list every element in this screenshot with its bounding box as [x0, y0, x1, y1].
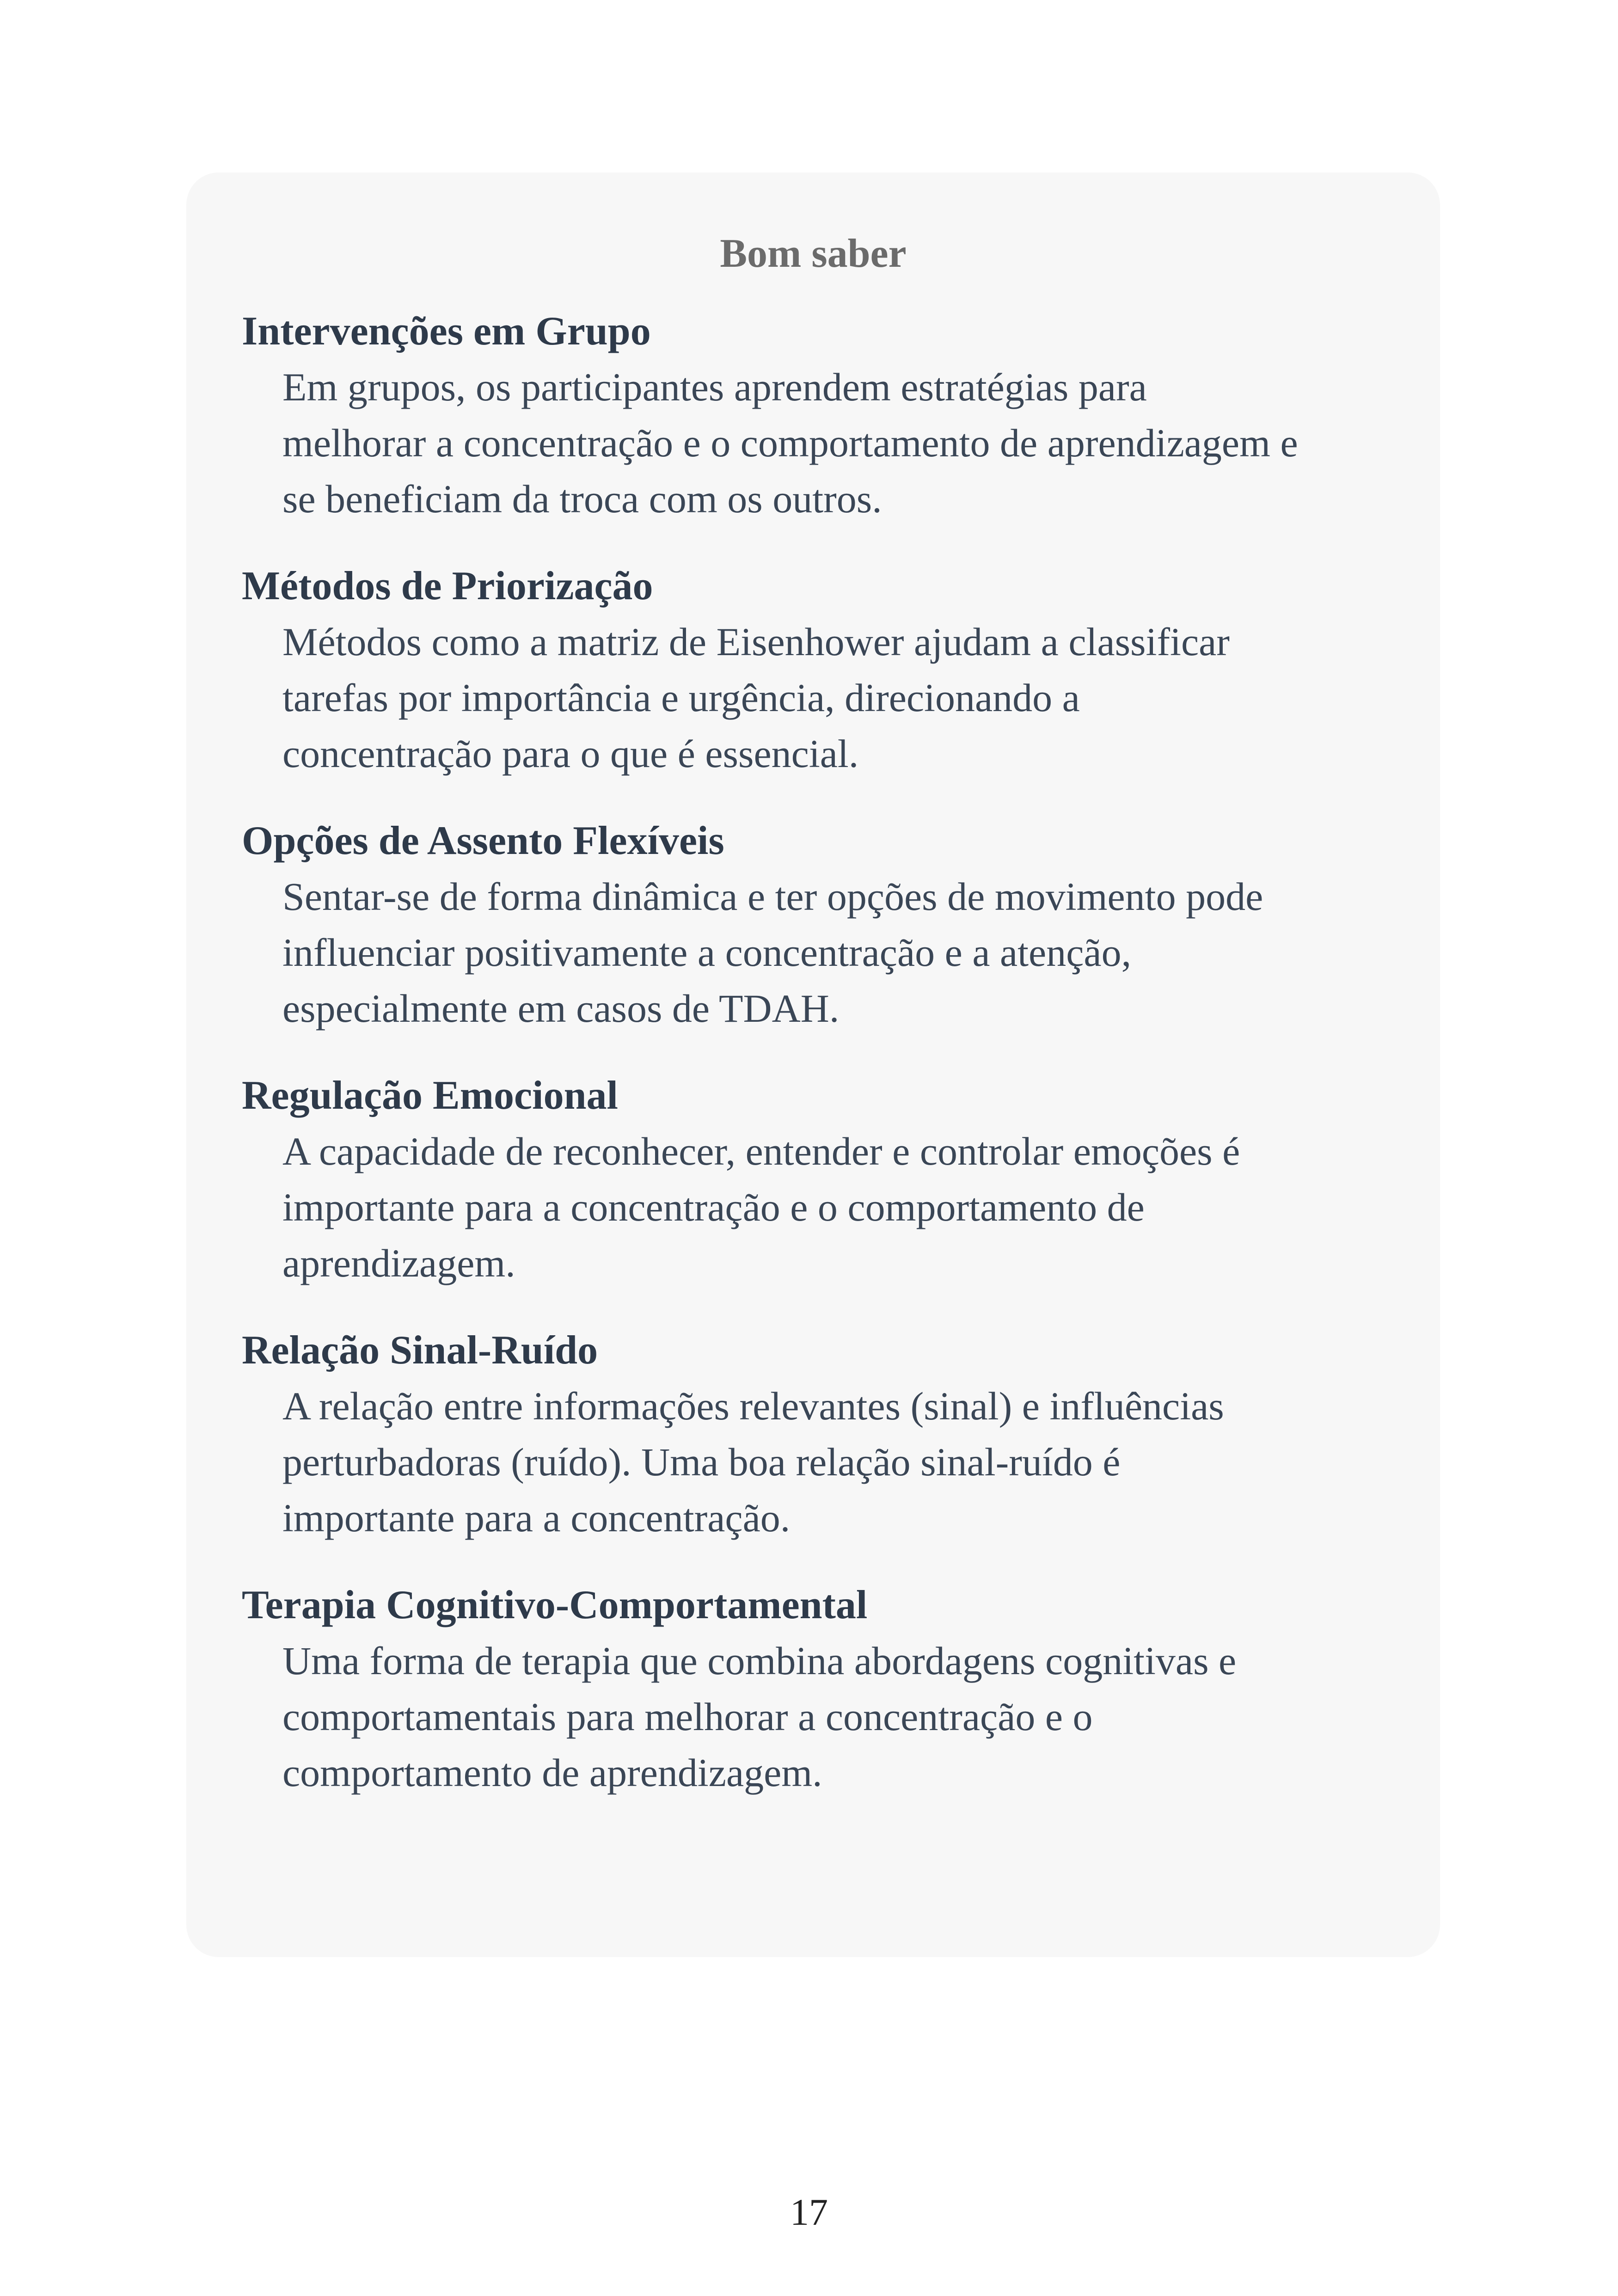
term-description-line: melhorar a concentração e o comportamento de aprendizagem e: [282, 421, 1298, 465]
term-title: Relação Sinal-Ruído: [242, 1328, 598, 1373]
term-description-line: comportamento de aprendizagem.: [282, 1750, 822, 1795]
term-description-line: importante para a concentração.: [282, 1496, 791, 1540]
term-description-line: Sentar-se de forma dinâmica e ter opções de movimento pode: [282, 874, 1263, 919]
term-item: [242, 1578, 1385, 1801]
term-description: [242, 614, 1385, 782]
info-box: [186, 172, 1440, 1957]
term-description-line: Em grupos, os participantes aprendem estratégias para: [282, 365, 1147, 409]
term-title: Opções de Assento Flexíveis: [242, 818, 724, 863]
term-description-line: especialmente em casos de TDAH.: [282, 986, 840, 1031]
term-description-line: se beneficiam da troca com os outros.: [282, 477, 882, 521]
page-number: 17: [790, 2191, 828, 2233]
term-description-line: importante para a concentração e o comportamento de: [282, 1185, 1145, 1229]
term-title: Terapia Cognitivo-Comportamental: [242, 1583, 868, 1627]
term-item: [242, 813, 1385, 1037]
term-list: [242, 304, 1385, 1801]
term-description: [242, 1633, 1385, 1801]
term-title: Métodos de Priorização: [242, 564, 653, 608]
term-item: [242, 559, 1385, 782]
term-description-line: comportamentais para melhorar a concentração e o: [282, 1694, 1093, 1739]
term-title: Intervenções em Grupo: [242, 309, 651, 354]
term-description-line: influenciar positivamente a concentração e a atenção,: [282, 930, 1132, 975]
term-description-line: concentração para o que é essencial.: [282, 731, 859, 776]
term-title: Regulação Emocional: [242, 1073, 618, 1118]
term-item: [242, 1068, 1385, 1291]
term-description-line: tarefas por importância e urgência, direcionando a: [282, 675, 1080, 720]
term-description-line: perturbadoras (ruído). Uma boa relação sinal-ruído é: [282, 1440, 1121, 1484]
term-description-line: aprendizagem.: [282, 1241, 515, 1285]
term-description-line: Uma forma de terapia que combina abordagens cognitivas e: [282, 1639, 1237, 1683]
term-description: [242, 869, 1385, 1037]
term-item: [242, 304, 1385, 527]
box-title: Bom saber: [720, 231, 907, 276]
term-description: [242, 1123, 1385, 1291]
term-description: [242, 1378, 1385, 1546]
term-description-line: A capacidade de reconhecer, entender e controlar emoções é: [282, 1129, 1240, 1173]
term-description: [242, 359, 1385, 527]
term-item: [242, 1323, 1385, 1546]
term-description-line: Métodos como a matriz de Eisenhower ajudam a classificar: [282, 620, 1230, 664]
term-description-line: A relação entre informações relevantes (sinal) e influências: [282, 1384, 1224, 1428]
